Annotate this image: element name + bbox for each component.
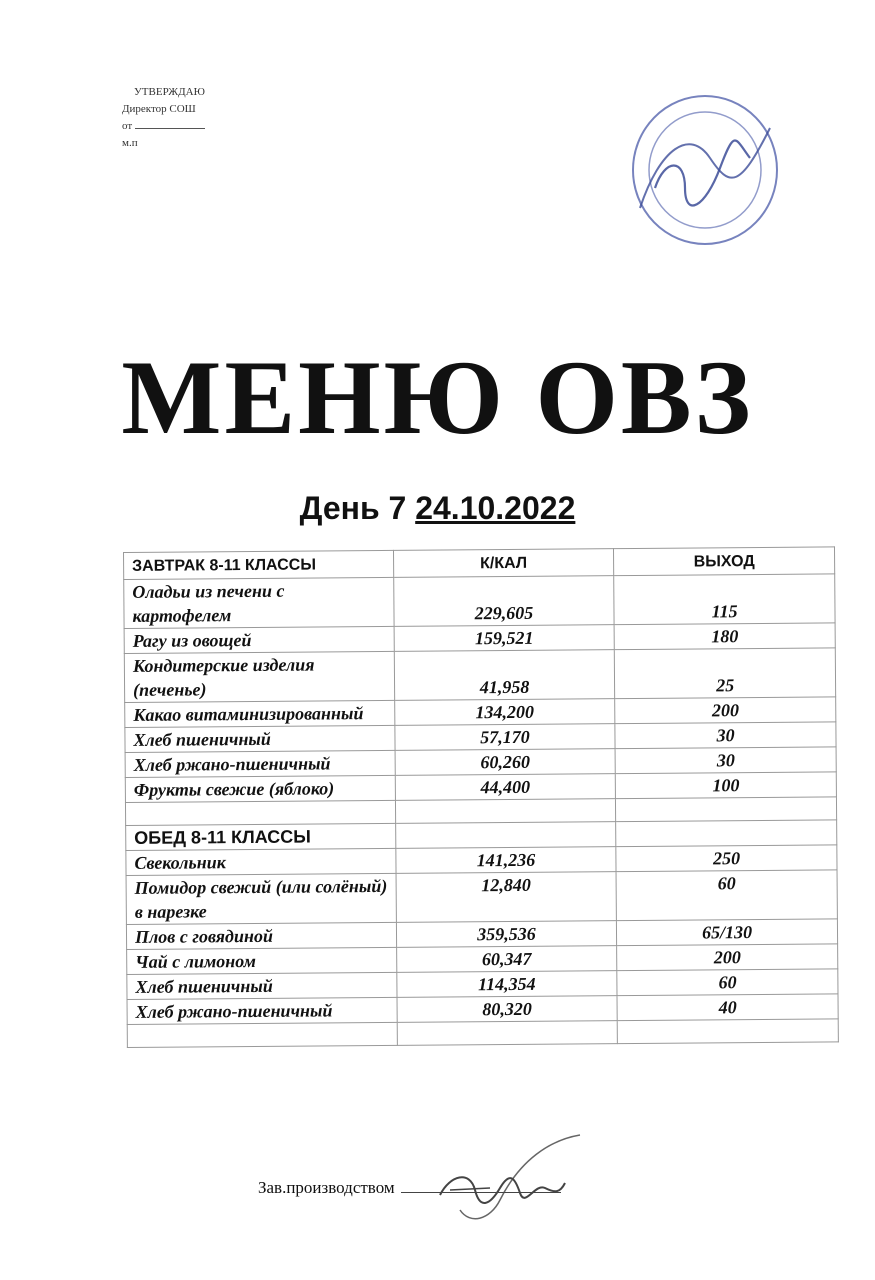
stamp-seal (620, 88, 790, 258)
header-output: ВЫХОД (614, 547, 835, 576)
page-title: МЕНЮ ОВЗ (121, 339, 754, 456)
table-row-empty (127, 1019, 838, 1048)
dish-kcal: 134,200 (394, 699, 615, 726)
empty-cell (395, 799, 616, 824)
empty-cell (616, 820, 837, 847)
dish-output: 25 (615, 648, 836, 699)
footer (258, 1178, 561, 1198)
dish-output: 200 (615, 697, 836, 724)
approval-position: Директор СОШ (122, 103, 196, 115)
day-heading (0, 490, 875, 527)
dish-kcal: 44,400 (395, 774, 616, 801)
dish-name: Свекольник (126, 848, 396, 875)
empty-cell (395, 822, 616, 849)
dish-kcal: 229,605 (393, 576, 614, 627)
dish-output: 30 (615, 722, 836, 749)
dish-kcal: 60,347 (396, 946, 617, 973)
dish-name: Фрукты свежие (яблоко) (125, 775, 395, 802)
day-label: День 7 (299, 490, 407, 526)
table-row (124, 574, 835, 629)
table-row (126, 870, 837, 925)
dish-kcal: 60,260 (395, 749, 616, 776)
dish-name: Какао витаминизированный (125, 700, 395, 727)
footer-label: Зав.производством (258, 1178, 395, 1197)
empty-cell (127, 1022, 397, 1047)
dish-name: Рагу из овощей (124, 626, 394, 653)
dish-name: Плов с говядиной (126, 922, 396, 949)
approval-stamp-place: м.п (122, 137, 138, 149)
dish-kcal: 80,320 (397, 996, 618, 1023)
signature-line (401, 1178, 561, 1193)
dish-output: 60 (616, 870, 837, 921)
dish-kcal: 57,170 (395, 724, 616, 751)
empty-cell (617, 1019, 838, 1044)
empty-cell (616, 797, 837, 822)
dish-name: Хлеб пшеничный (125, 725, 395, 752)
dish-kcal: 41,958 (394, 650, 615, 701)
empty-cell (397, 1021, 618, 1046)
dish-name: Хлеб ржано-пшеничный (125, 750, 395, 777)
approval-title: УТВЕРЖДАЮ (134, 86, 205, 98)
dish-kcal: 359,536 (396, 921, 617, 948)
lunch-header: ОБЕД 8-11 КЛАССЫ (126, 823, 396, 850)
dish-output: 250 (616, 845, 837, 872)
dish-output: 65/130 (617, 919, 838, 946)
dish-output: 100 (616, 772, 837, 799)
dish-output: 115 (614, 574, 835, 625)
approval-block (122, 84, 262, 152)
dish-output: 180 (614, 623, 835, 650)
dish-name: Оладьи из печени с картофелем (124, 577, 394, 628)
dish-kcal: 114,354 (396, 971, 617, 998)
dish-name: Чай с лимоном (127, 947, 397, 974)
day-date: 24.10.2022 (415, 490, 576, 526)
dish-output: 30 (615, 747, 836, 774)
header-breakfast: ЗАВТРАК 8-11 КЛАССЫ (124, 550, 394, 579)
approval-date-line (122, 118, 262, 135)
empty-cell (125, 800, 395, 825)
menu-table (123, 546, 839, 1048)
header-kcal: К/КАЛ (393, 549, 614, 578)
dish-output: 60 (617, 969, 838, 996)
dish-name: Хлеб ржано-пшеничный (127, 997, 397, 1024)
dish-output: 200 (617, 944, 838, 971)
dish-name: Кондитерские изделия (печенье) (124, 651, 394, 702)
table-row (124, 648, 835, 703)
dish-name: Хлеб пшеничный (127, 972, 397, 999)
dish-kcal: 159,521 (394, 625, 615, 652)
approval-date-blank (135, 118, 205, 129)
dish-output: 40 (617, 994, 838, 1021)
dish-kcal: 141,236 (396, 847, 617, 874)
dish-kcal: 12,840 (396, 872, 617, 923)
dish-name: Помидор свежий (или солёный) в нарезке (126, 873, 396, 924)
approval-date-label: от (122, 120, 133, 132)
